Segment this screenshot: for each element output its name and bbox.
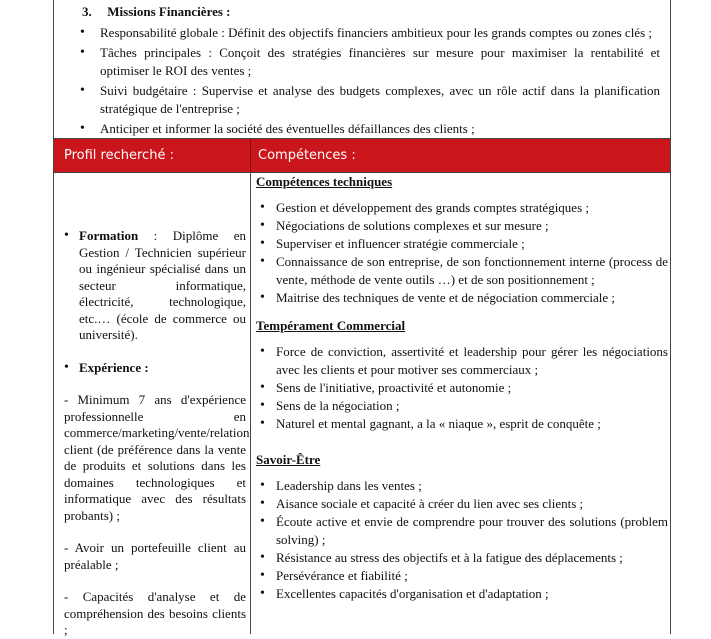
competences-column	[256, 173, 668, 603]
techniques-list	[256, 199, 668, 307]
list-item: • Sens de la négociation ;	[256, 397, 668, 415]
list-item: • Suivi budgétaire : Supervise et analyse des budgets complexes, avec un rôle actif dans la planification stratégique de l'entreprise ;	[76, 82, 660, 118]
competences-header: Compétences :	[258, 148, 356, 163]
temperament-list	[256, 343, 668, 433]
missions-number: 3.	[82, 4, 92, 19]
savoir-etre-list	[256, 477, 668, 603]
list-item: • Force de conviction, assertivité et leadership pour gérer les négociations avec les clients et pour motiver ses commerciaux ;	[256, 343, 668, 379]
list-item: • Sens de l'initiative, proactivité et autonomie ;	[256, 379, 668, 397]
missions-heading	[82, 4, 660, 20]
list-item: • Connaissance de son entreprise, de son fonctionnement interne (process de vente, méthode de vente outils …) et de son positionnement ;	[256, 253, 668, 289]
experience-label: Expérience :	[79, 359, 149, 375]
list-item: • Écoute active et envie de comprendre pour trouver des solutions (problem solving) ;	[256, 513, 668, 549]
savoir-etre-title: Savoir-Être	[256, 452, 321, 467]
list-item: • Aisance sociale et capacité à créer du lien avec ses clients ;	[256, 495, 668, 513]
table-header-row	[54, 138, 670, 173]
temperament-title: Tempérament Commercial	[256, 318, 406, 333]
profil-column	[64, 228, 250, 639]
experience-line-1: - Minimum 7 ans d'expérience professionnelle en commerce/marketing/vente/relation client (de préférence dans la vente de produits et solutions dans les domaines technologiques et informatique avec des résultats probants) ;	[64, 392, 250, 523]
formation-item	[64, 228, 246, 344]
experience-item	[64, 360, 246, 377]
missions-list	[76, 24, 660, 138]
formation-label: Formation	[79, 228, 139, 243]
missions-title: Missions Financières :	[107, 4, 231, 19]
list-item: • Maitrise des techniques de vente et de négociation commerciale ;	[256, 289, 668, 307]
list-item: • Leadership dans les ventes ;	[256, 477, 668, 495]
list-item: • Tâches principales : Conçoit des stratégies financières sur mesure pour maximiser la rentabilité et optimiser le ROI des ventes ;	[76, 44, 660, 80]
list-item: • Naturel et mental gagnant, a la « niaque », esprit de conquête ;	[256, 415, 668, 433]
list-item: • Résistance au stress des objectifs et à la fatigue des déplacements ;	[256, 549, 668, 567]
list-item: • Excellentes capacités d'organisation et d'adaptation ;	[256, 585, 668, 603]
column-divider	[250, 173, 251, 634]
list-item: • Responsabilité globale : Définit des objectifs financiers ambitieux pour les grands comptes ou zones clés ;	[76, 24, 660, 42]
list-item: • Gestion et développement des grands comptes stratégiques ;	[256, 199, 668, 217]
profil-header: Profil recherché :	[64, 148, 174, 163]
experience-line-3: - Capacités d'analyse et de compréhension des besoins clients ;	[64, 589, 246, 637]
list-item: • Anticiper et informer la société des éventuelles défaillances des clients ;	[76, 120, 660, 138]
document-page	[53, 0, 671, 637]
header-divider	[250, 139, 251, 172]
list-item: • Persévérance et fiabilité ;	[256, 567, 668, 585]
experience-line-2: - Avoir un portefeuille client au préalable ;	[64, 540, 246, 572]
list-item: • Superviser et influencer stratégie commerciale ;	[256, 235, 668, 253]
techniques-title: Compétences techniques	[256, 174, 393, 189]
formation-text: : Diplôme en Gestion / Technicien supérieur ou ingénieur spécialisé dans un secteur informatique, électricité, technologique, etc.… (école de commerce ou université).	[79, 228, 246, 342]
list-item: • Négociations de solutions complexes et sur mesure ;	[256, 217, 668, 235]
missions-section	[54, 0, 670, 138]
